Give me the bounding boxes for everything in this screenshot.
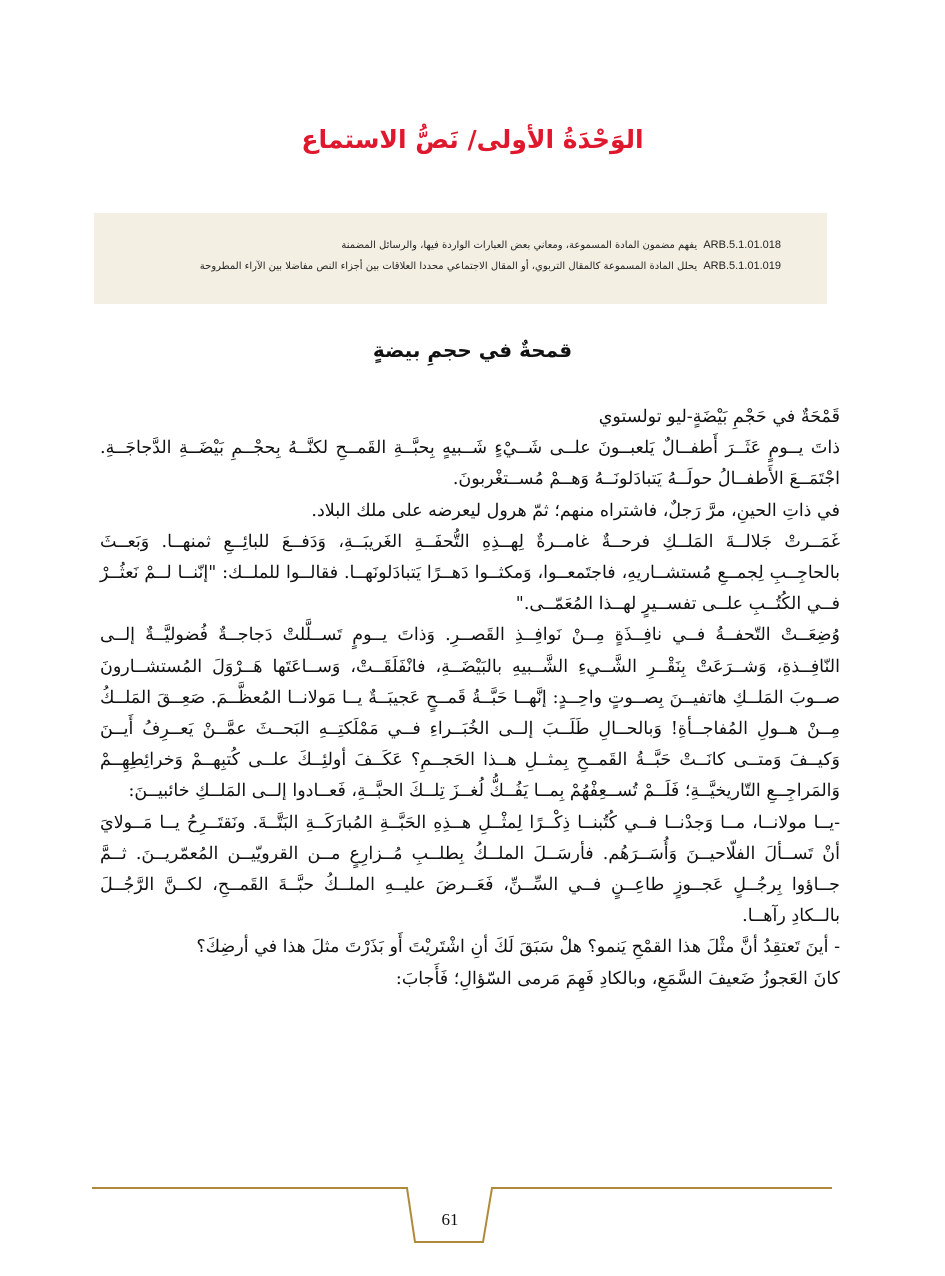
story-paragraph: -يــا مولانــا، مــا وَجدْنــا فــي كُتُبنــا ذِكْــرًا لِمثْــلِ هــذِهِ الحَبَّــةِ المُبارَكَــةِ البَتَّــةَ. ونَقتَــرِحُ يــا مَــولايَ أنْ تَســألَ الفلّاحيــنَ وَأُسَــرَهُم. فأرسَــلَ الملــكُ بِطلــبِ مُــزارِعٍ مــن القرويّيــن المُعمّريــنَ. ثــمَّ جــاؤوا بِرجُــلٍ عَجــوزٍ طاعِــنٍ فــي السِّــنِّ، فَعَــرضَ عليــهِ الملــكُ حبَّــةَ القَمــحِ، لكــنَّ الرَّجُــلَ بالــكادِ رآهــا. bbox=[100, 812, 840, 927]
story-body bbox=[100, 402, 840, 995]
story-paragraph: غَمَــرتْ جَلالــةَ المَلــكِ فرحــةٌ غامــرةٌ لِهــذِهِ التُّحفَــةِ الغَريبَــةِ، وَدَفــعَ للبائِــعِ ثمنهــا. وَبَعــثَ بالحاجِــبِ لِجمــعِ مُستشــاريهِ، فاجتَمعــوا، وَمكثــوا دَهــرًا يَتبادَلونَهــا. فقالــوا للملــك: "إنّنــا لــمْ نَعثُــرْ فــي الكُتُــبِ علــى تفســيرٍ لهــذا المُعَمّــى." bbox=[100, 531, 840, 615]
story-title: قمحةٌ في حجمِ بيضةٍ bbox=[372, 338, 573, 362]
story-paragraph: ذاتَ يــومٍ عَثَــرَ أَطفــالٌ يَلعبــونَ علــى شَــيْءٍ شَــبيهٍ بِحبَّــةِ القَمــحِ لكنَّــهُ بِحجْــمِ بَيْضَــةِ الدَّجاجَــةِ. اجْتَمَــعَ الأَطفــالُ حولَــهُ يَتبادَلونَــهُ وَهــمْ مُســتغْربونَ. bbox=[100, 438, 840, 490]
outcome-code: ARB.5.1.01.019 bbox=[703, 260, 781, 272]
learning-outcome bbox=[114, 256, 781, 277]
story-paragraph: قَمْحَةٌ في حَجْمِ بَيْضَةٍ-ليو تولستوي bbox=[598, 407, 840, 427]
page-number: 61 bbox=[441, 1210, 459, 1229]
outcome-text: يفهم مضمون المادة المسموعة، ومعاني بعض العبارات الواردة فيها، والرسائل المضمنة bbox=[341, 240, 698, 251]
story-paragraph: كانَ العَجوزُ ضَعيفَ السَّمَعِ، وبالكادِ فَهِمَ مَرمى السّؤالِ؛ فَأَجابَ: bbox=[395, 968, 840, 989]
story-paragraph: في ذاتِ الحينِ، مرَّ رَجلٌ، فاشتراه منهم؛ ثمّ هرول ليعرضه على ملك البلاد. bbox=[311, 500, 840, 521]
outcome-text: يحلل المادة المسموعة كالمقال التربوي، أو المقال الاجتماعي محددا العلاقات بين أجزاء النص مفاضلا بين الآراء المطروحة bbox=[199, 261, 698, 272]
learning-outcomes-box bbox=[94, 213, 827, 304]
story-paragraph: وُضِعَــتْ التّحفــةُ فــي نافِــذَةٍ مِــنْ نَوافِــذِ القَصــرِ. وَذاتَ يــومٍ تَســلَّلتْ دَجاجــةٌ فُضوليَّــةٌ إلــى النّافِــذةِ، وَشــرَعَتْ بِنَقْــرِ الشَّــيءِ الشَّــبيهِ بالبَيْضَــةِ، فانْفَلَقَــتْ، وَســاعَتَها هَــرْوَلَ المُستشــارونَ صــوبَ المَلــكِ هاتفيــنَ بِصــوتٍ واحِــدٍ: إنَّهــا حَبَّــةُ قَمــحٍ عَجيبَــةٌ يــا مَولانــا المُعظَّــمَ. صَعِــقَ المَلــكُ مِــنْ هــولِ المُفاجــأةِ! وَبالحــالِ طَلَــبَ إلــى الخُبَــراءِ فــي مَمْلَكتِــهِ البَحــثَ عمَّــنْ يَعــرِفُ أَيــنَ وَكيــفَ وَمتــى كانَــتْ حَبَّــةُ القَمــحِ بِمثــلِ هــذا الحَجــمِ؟ عَكَــفَ أولئِــكَ علــى كُتبِهــمْ وَخرائِطِهِــمْ وَالمَراجِــعِ التّاريخيَّــةِ؛ فَلَــمْ تُســعِفْهُمْ بِمــا يَفُــكُّ لُغــزَ تِلــكَ الحبَّــةِ، فَعــادوا إلــى المَلــكِ خائبيــنَ: bbox=[100, 625, 840, 802]
page-footer bbox=[80, 1170, 860, 1270]
outcome-code: ARB.5.1.01.018 bbox=[703, 239, 781, 251]
learning-outcome bbox=[114, 235, 781, 256]
unit-title: الوَحْدَةُ الأولى/ نَصُّ الاستماع bbox=[301, 125, 644, 154]
story-paragraph: - أينَ تَعتقِدُ أنَّ مثْلَ هذا القمْحِ يَنمو؟ هلْ سَبَقَ لَكَ أنِ اشْتَريْتَ أَو بَذَرْتَ مثلَ هذا في أرضِكَ؟ bbox=[196, 937, 840, 958]
